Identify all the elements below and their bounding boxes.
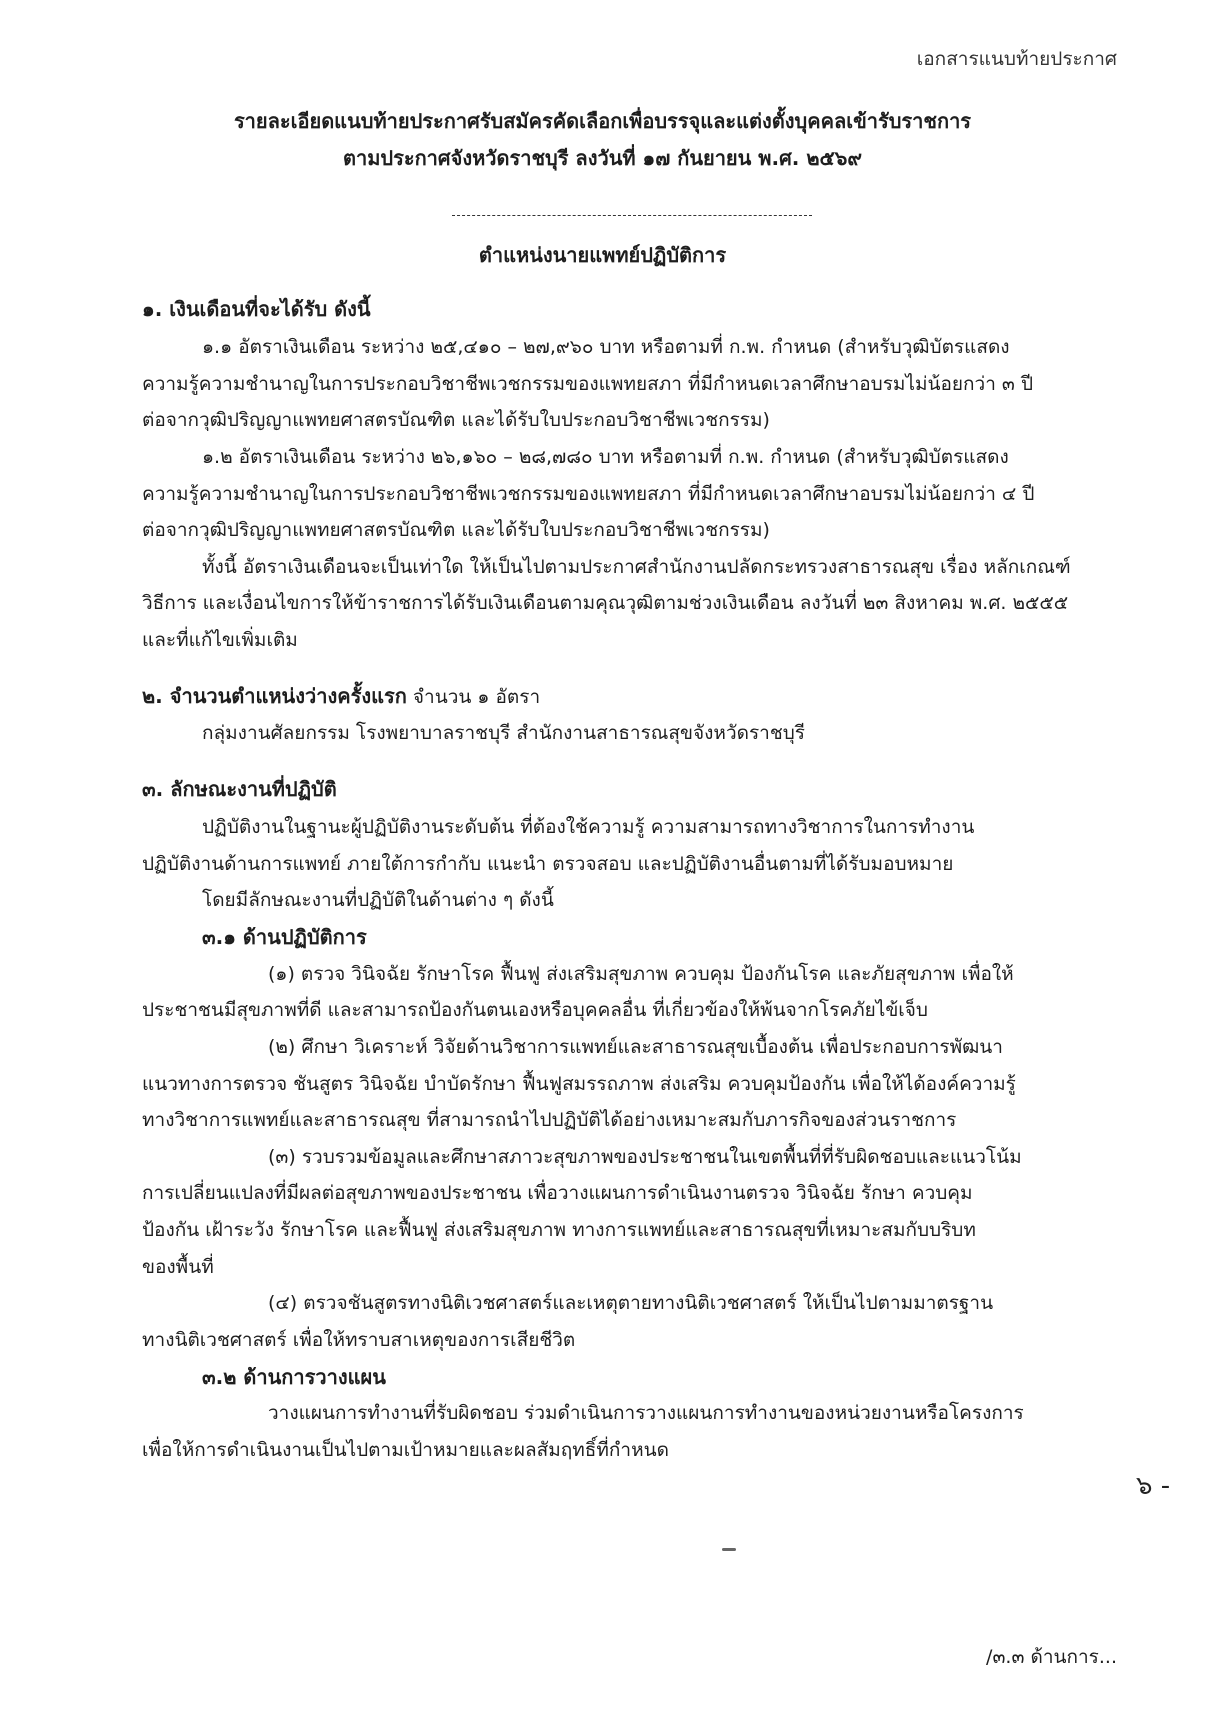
s1-2-line-2: ความรู้ความชำนาญในการประกอบวิชาชีพเวชกรรมของแพทยสภา ที่มีกำหนดเวลาศึกษาอบรมไม่น้อยกว่า ๔ ปี: [142, 483, 1035, 505]
title-divider: [452, 215, 812, 216]
s3-1-item-1-line-2: ประชาชนมีสุขภาพที่ดี และสามารถป้องกันตนเองหรือบุคคลอื่น ที่เกี่ยวข้องให้พ้นจากโรคภัยไข้เจ็บ: [142, 999, 928, 1021]
section-2-count: จำนวน ๑ อัตรา: [412, 686, 541, 708]
s1-1-line-2: ความรู้ความชำนาญในการประกอบวิชาชีพเวชกรรมของแพทยสภา ที่มีกำหนดเวลาศึกษาอบรมไม่น้อยกว่า ๓ ปี: [142, 373, 1034, 395]
section-1-heading: ๑. เงินเดือนที่จะได้รับ ดังนี้: [142, 297, 371, 321]
s1-2-line-1: ๑.๒ อัตราเงินเดือน ระหว่าง ๒๖,๑๖๐ – ๒๘,๗๘๐ บาท หรือตามที่ ก.พ. กำหนด (สำหรับวุฒิบัตรแสดง: [202, 446, 1009, 468]
s3-1-item-4-line-2: ทางนิติเวชศาสตร์ เพื่อให้ทราบสาเหตุของการเสียชีวิต: [142, 1329, 576, 1351]
page-number-mark: ๖ -: [1136, 1471, 1171, 1501]
s3-1-item-1-line-1: (๑) ตรวจ วินิจฉัย รักษาโรค ฟื้นฟู ส่งเสริมสุขภาพ ควบคุม ป้องกันโรค และภัยสุขภาพ เพื่อให้: [268, 963, 1014, 985]
continuation-text: /๓.๓ ด้านการ...: [986, 1646, 1117, 1668]
s3-1-item-2-line-2: แนวทางการตรวจ ชันสูตร วินิจฉัย บำบัดรักษา ฟื้นฟูสมรรถภาพ ส่งเสริม ควบคุมป้องกัน เพื่อให้ได้องค์ความรู้: [142, 1073, 1016, 1095]
s1-note-line-1: ทั้งนี้ อัตราเงินเดือนจะเป็นเท่าใด ให้เป็นไปตามประกาศสำนักงานปลัดกระทรวงสาธารณสุข เรื่อง หลักเกณฑ์: [202, 556, 1071, 578]
section-2-row: [142, 683, 540, 710]
s3-1-item-3-line-3: ป้องกัน เฝ้าระวัง รักษาโรค และฟื้นฟู ส่งเสริมสุขภาพ ทางการแพทย์และสาธารณสุขที่เหมาะสมกับบริบท: [142, 1219, 976, 1241]
section-3-heading: ๓. ลักษณะงานที่ปฏิบัติ: [142, 777, 337, 801]
s3-1-item-3-line-4: ของพื้นที่: [142, 1256, 214, 1278]
position-title: ตำแหน่งนายแพทย์ปฏิบัติการ: [478, 243, 727, 267]
attachment-label: เอกสารแนบท้ายประกาศ: [916, 48, 1117, 70]
scan-speck: [722, 1548, 736, 1551]
s1-note-line-2: วิธีการ และเงื่อนไขการให้ข้าราชการได้รับเงินเดือนตามคุณวุฒิตามช่วงเงินเดือน ลงวันที่ ๒๓ สิงหาคม พ.ศ. ๒๕๕๕: [142, 592, 1069, 614]
s3-intro-line-3: โดยมีลักษณะงานที่ปฏิบัติในด้านต่าง ๆ ดังนี้: [202, 889, 554, 911]
sub-3-2-heading: ๓.๒ ด้านการวางแผน: [202, 1365, 386, 1389]
s3-intro-line-2: ปฏิบัติงานด้านการแพทย์ ภายใต้การกำกับ แนะนำ ตรวจสอบ และปฏิบัติงานอื่นตามที่ได้รับมอบหมาย: [142, 853, 954, 875]
s1-2-line-3: ต่อจากวุฒิปริญญาแพทยศาสตรบัณฑิต และได้รับใบประกอบวิชาชีพเวชกรรม): [142, 519, 770, 541]
s1-note-line-3: และที่แก้ไขเพิ่มเติม: [142, 629, 298, 651]
s1-1-line-1: ๑.๑ อัตราเงินเดือน ระหว่าง ๒๕,๔๑๐ – ๒๗,๙๖๐ บาท หรือตามที่ ก.พ. กำหนด (สำหรับวุฒิบัตรแสดง: [202, 336, 1010, 358]
s3-1-item-3-line-1: (๓) รวบรวมข้อมูลและศึกษาสภาวะสุขภาพของประชาชนในเขตพื้นที่ที่รับผิดชอบและแนวโน้ม: [268, 1146, 1022, 1168]
s3-1-item-2-line-3: ทางวิชาการแพทย์และสาธารณสุข ที่สามารถนำไปปฏิบัติได้อย่างเหมาะสมกับภารกิจของส่วนราชการ: [142, 1109, 957, 1131]
section-2-unit: กลุ่มงานศัลยกรรม โรงพยาบาลราชบุรี สำนักงานสาธารณสุขจังหวัดราชบุรี: [202, 722, 805, 744]
s3-2-body-line-1: วางแผนการทำงานที่รับผิดชอบ ร่วมดำเนินการวางแผนการทำงานของหน่วยงานหรือโครงการ: [268, 1402, 1024, 1424]
section-2-heading: ๒. จำนวนตำแหน่งว่างครั้งแรก: [142, 684, 407, 708]
title-line-2: ตามประกาศจังหวัดราชบุรี ลงวันที่ ๑๗ กันยายน พ.ศ. ๒๕๖๙: [342, 146, 862, 170]
s3-1-item-4-line-1: (๔) ตรวจชันสูตรทางนิติเวชศาสตร์และเหตุตายทางนิติเวชศาสตร์ ให้เป็นไปตามมาตรฐาน: [268, 1292, 994, 1314]
s1-1-line-3: ต่อจากวุฒิปริญญาแพทยศาสตรบัณฑิต และได้รับใบประกอบวิชาชีพเวชกรรม): [142, 409, 770, 431]
title-line-1: รายละเอียดแนบท้ายประกาศรับสมัครคัดเลือกเพื่อบรรจุและแต่งตั้งบุคคลเข้ารับราชการ: [233, 109, 972, 133]
s3-intro-line-1: ปฏิบัติงานในฐานะผู้ปฏิบัติงานระดับต้น ที่ต้องใช้ความรู้ ความสามารถทางวิชาการในการทำงาน: [202, 816, 975, 838]
s3-1-item-2-line-1: (๒) ศึกษา วิเคราะห์ วิจัยด้านวิชาการแพทย์และสาธารณสุขเบื้องต้น เพื่อประกอบการพัฒนา: [268, 1036, 1003, 1058]
s3-1-item-3-line-2: การเปลี่ยนแปลงที่มีผลต่อสุขภาพของประชาชน เพื่อวางแผนการดำเนินงานตรวจ วินิจฉัย รักษา ควบคุม: [142, 1182, 973, 1204]
s3-2-body-line-2: เพื่อให้การดำเนินงานเป็นไปตามเป้าหมายและผลสัมฤทธิ์ที่กำหนด: [142, 1439, 669, 1461]
sub-3-1-heading: ๓.๑ ด้านปฏิบัติการ: [202, 925, 367, 949]
